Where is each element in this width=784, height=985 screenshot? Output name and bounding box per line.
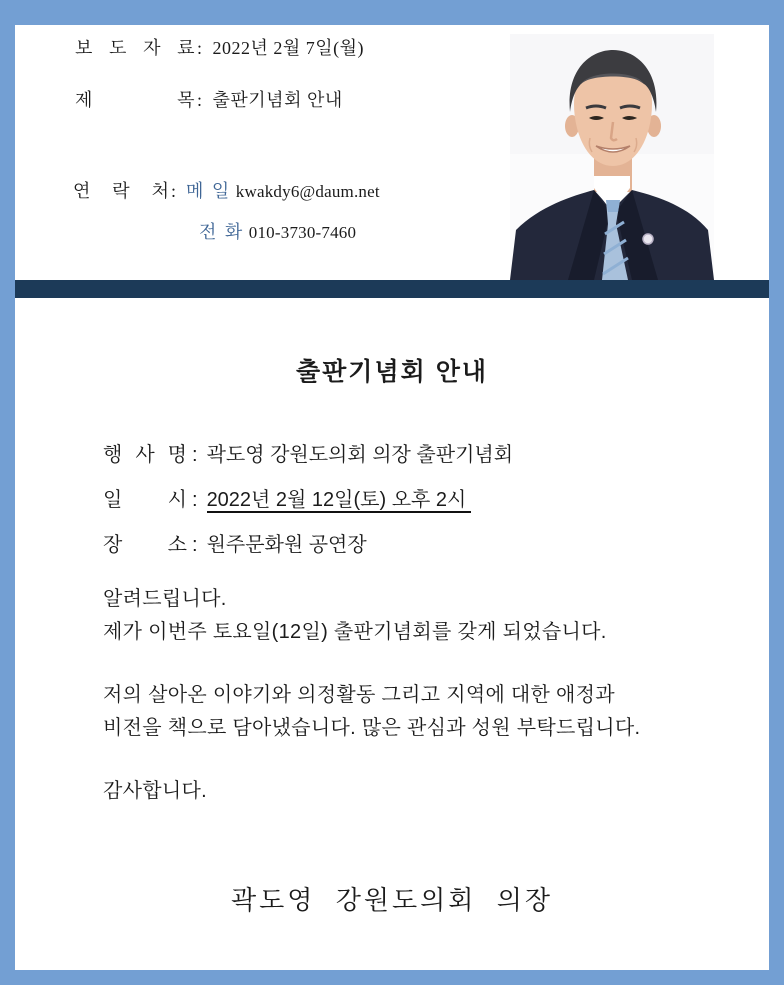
event-datetime-value: 2022년 2월 12일(토) 오후 2시	[207, 489, 472, 513]
phone-number: 010-3730-7460	[248, 223, 357, 242]
paragraph-line: 저의 살아온 이야기와 의정활동 그리고 지역에 대한 애정과	[103, 684, 615, 706]
paragraph-line: 비전을 책으로 담아냈습니다. 많은 관심과 성원 부탁드립니다.	[103, 717, 641, 739]
divider-bar	[15, 280, 769, 298]
press-date-label: 보 도 자 료	[75, 38, 195, 58]
email-address: kwakdy6@daum.net	[235, 182, 380, 201]
event-name-row	[103, 433, 513, 478]
contact-row	[73, 177, 380, 203]
portrait-photo-graphic	[510, 34, 714, 280]
event-details	[103, 433, 513, 568]
contact-colon: :	[171, 181, 177, 201]
event-venue-colon: :	[192, 534, 198, 556]
document-title: 출판기념회 안내	[296, 358, 488, 386]
portrait-photo	[510, 34, 714, 280]
event-name-value: 곽도영 강원도의회 의장 출판기념회	[206, 444, 514, 466]
press-date-row	[75, 34, 364, 60]
event-datetime-label: 일 시	[103, 489, 187, 511]
event-name-colon: :	[192, 444, 198, 466]
document-sheet	[15, 25, 769, 970]
event-datetime-colon: :	[192, 489, 198, 511]
subject-label: 제 목	[75, 90, 195, 110]
press-date-value: 2022년 2월 7일(월)	[212, 38, 365, 58]
paragraph-line: 제가 이번주 토요일(12일) 출판기념회를 갖게 되었습니다.	[103, 621, 607, 643]
contact-label: 연 락 처	[73, 181, 169, 201]
event-datetime-row	[103, 478, 513, 523]
subject-value: 출판기념회 안내	[212, 90, 343, 110]
subject-colon: :	[197, 90, 203, 110]
body-text	[103, 583, 743, 808]
press-date-colon: :	[197, 38, 203, 58]
event-name-label: 행 사 명	[103, 444, 187, 466]
phone-key: 전 화	[199, 222, 245, 242]
phone-row	[199, 218, 356, 244]
subject-row	[75, 86, 343, 112]
event-venue-row	[103, 523, 513, 568]
signature-line: 곽도영 강원도의회 의장	[230, 885, 554, 915]
paragraph-line: 알려드립니다.	[103, 588, 227, 610]
event-venue-value: 원주문화원 공연장	[206, 534, 367, 556]
email-key: 메 일	[186, 181, 232, 201]
event-venue-label: 장 소	[103, 534, 187, 556]
paragraph-line: 감사합니다.	[103, 780, 207, 802]
